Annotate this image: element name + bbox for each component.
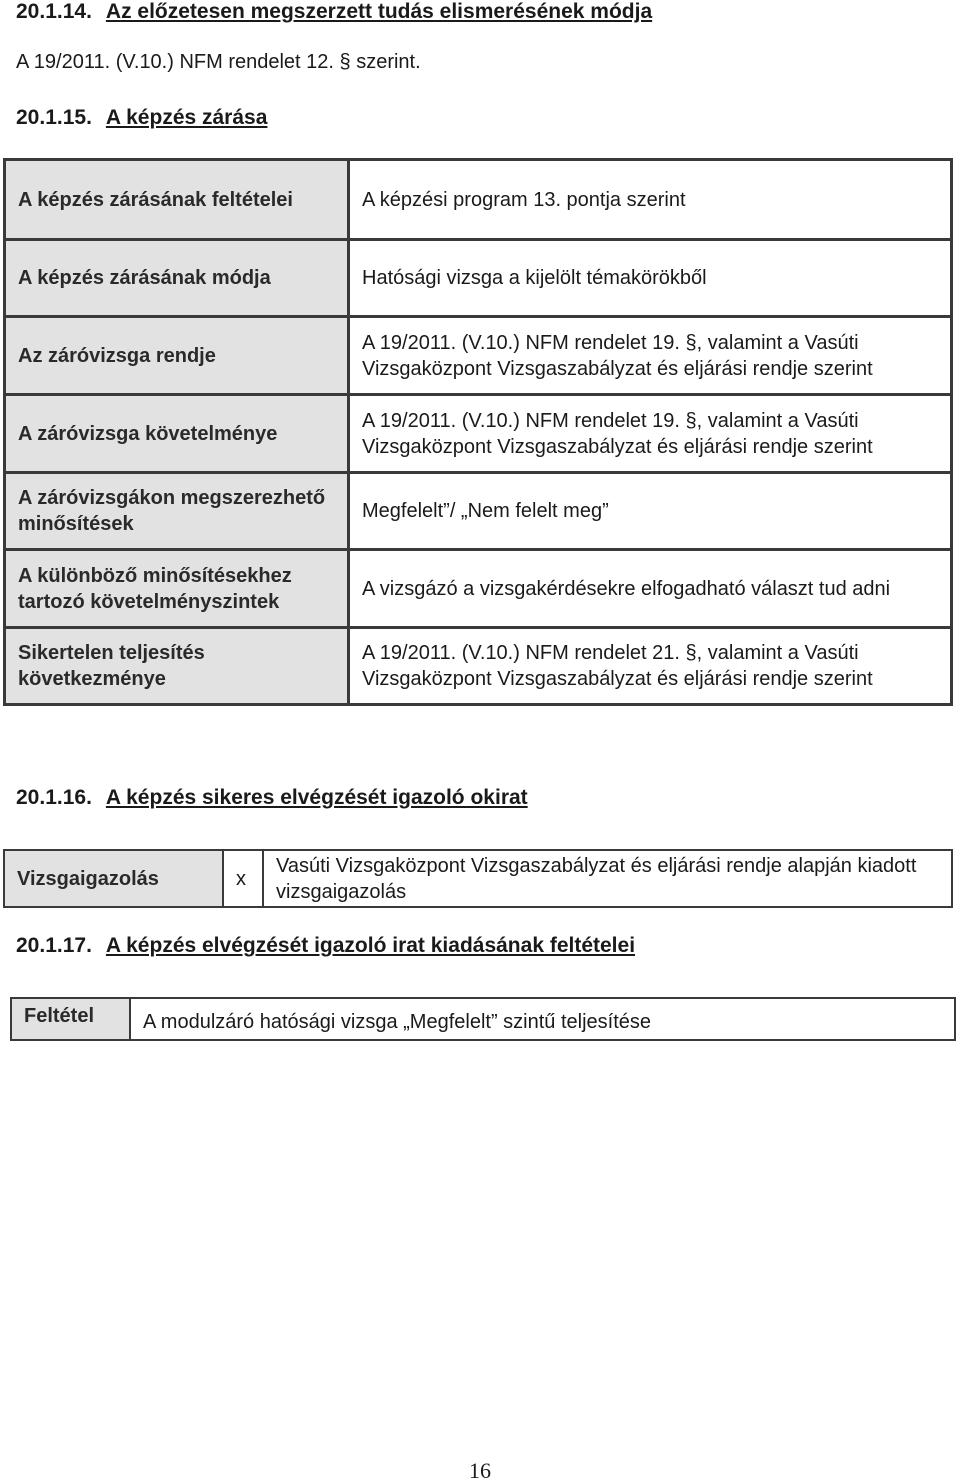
table-row (5, 395, 952, 473)
row-label: A képzés zárásának feltételei (5, 160, 349, 240)
row-label: Az záróvizsga rendje (5, 317, 349, 395)
table-row (5, 317, 952, 395)
row-value: A vizsgázó a vizsgakérdésekre elfogadható választ tud adni (349, 550, 952, 628)
page-number: 16 (469, 1458, 491, 1483)
row-label: A különböző minősítésekhez tartozó követelményszintek (5, 550, 349, 628)
table-row (5, 160, 952, 240)
section-number: 20.1.15. (16, 106, 92, 129)
row-label: A záróvizsgákon megszerezhető minősítések (5, 473, 349, 550)
section-15-heading (16, 106, 267, 130)
table-row (5, 473, 952, 550)
row-value: A 19/2011. (V.10.) NFM rendelet 19. §, valamint a Vasúti Vizsgaközpont Vizsgaszabályzat és eljárási rendje szerint (349, 395, 952, 473)
table-row (4, 850, 952, 907)
section-16-heading (16, 786, 528, 810)
section-title: A képzés zárása (105, 106, 268, 129)
condition-label: Feltétel (11, 998, 130, 1040)
table-row (5, 550, 952, 628)
row-label: A képzés zárásának módja (5, 240, 349, 317)
table-row (5, 628, 952, 705)
closing-conditions-table (3, 158, 953, 706)
condition-value: A modulzáró hatósági vizsga „Megfelelt” szintű teljesítése (130, 998, 955, 1040)
row-label: Sikertelen teljesítés következménye (5, 628, 349, 705)
section-14-text: A 19/2011. (V.10.) NFM rendelet 12. § szerint. (16, 51, 421, 73)
section-number: 20.1.14. (16, 0, 92, 23)
row-value: Hatósági vizsga a kijelölt témakörökből (349, 240, 952, 317)
row-label: A záróvizsga követelménye (5, 395, 349, 473)
issuance-condition-table (10, 997, 956, 1041)
section-number: 20.1.16. (16, 786, 92, 809)
certificate-label: Vizsgaigazolás (4, 850, 223, 907)
section-17-heading (16, 934, 635, 958)
section-14-heading (16, 0, 652, 24)
row-value: A képzési program 13. pontja szerint (349, 160, 952, 240)
row-value: A 19/2011. (V.10.) NFM rendelet 21. §, valamint a Vasúti Vizsgaközpont Vizsgaszabályzat és eljárási rendje szerint (349, 628, 952, 705)
certificate-table (3, 849, 953, 908)
section-title: A képzés elvégzését igazoló irat kiadásának feltételei (105, 934, 636, 957)
section-title: Az előzetesen megszerzett tudás elismerésének módja (105, 0, 653, 23)
row-value: Megfelelt”/ „Nem felelt meg” (349, 473, 952, 550)
table-row (11, 998, 955, 1040)
certificate-value: Vasúti Vizsgaközpont Vizsgaszabályzat és eljárási rendje alapján kiadott vizsgaigazolás (263, 850, 952, 907)
section-number: 20.1.17. (16, 934, 92, 957)
section-title: A képzés sikeres elvégzését igazoló okirat (105, 786, 528, 809)
certificate-mark: x (223, 850, 263, 907)
table-row (5, 240, 952, 317)
row-value: A 19/2011. (V.10.) NFM rendelet 19. §, valamint a Vasúti Vizsgaközpont Vizsgaszabályzat és eljárási rendje szerint (349, 317, 952, 395)
